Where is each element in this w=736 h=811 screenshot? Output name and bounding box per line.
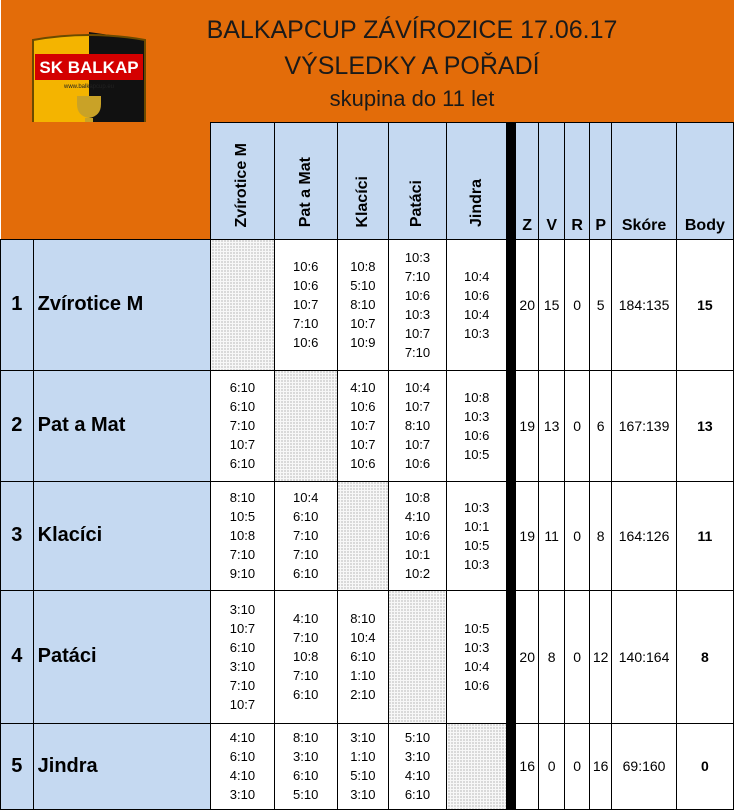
score-cell: 4:10 10:6 10:7 10:7 10:6 xyxy=(337,370,388,481)
score-cell: 10:3 7:10 10:6 10:3 10:7 7:10 xyxy=(388,239,446,370)
score-cell: 10:4 10:6 10:4 10:3 xyxy=(447,239,507,370)
rank-cell: 1 xyxy=(1,239,34,370)
col-head-label-4: Patáci xyxy=(408,180,426,228)
stat-p: 12 xyxy=(589,590,611,723)
stat-v: 15 xyxy=(538,239,565,370)
score-cell: 3:10 10:7 6:10 3:10 7:10 10:7 xyxy=(211,590,274,723)
col-head-3 xyxy=(337,122,388,239)
stat-v: 0 xyxy=(538,723,565,809)
logo-corner xyxy=(1,122,211,239)
score-cell: 8:10 10:4 6:10 1:10 2:10 xyxy=(337,590,388,723)
table-row xyxy=(1,370,734,481)
stat-z: 19 xyxy=(516,481,538,590)
stat-points: 15 xyxy=(676,239,733,370)
stat-head-v: V xyxy=(538,122,565,239)
event-title: BALKAPCUP ZÁVÍROZICE 17.06.17 xyxy=(206,16,618,44)
stat-head-r: R xyxy=(565,122,590,239)
stat-z: 16 xyxy=(516,723,538,809)
score-cell: 10:6 10:6 10:7 7:10 10:6 xyxy=(274,239,337,370)
stat-p: 16 xyxy=(589,723,611,809)
stat-p: 8 xyxy=(589,481,611,590)
stat-points: 11 xyxy=(676,481,733,590)
score-cell: 10:8 5:10 8:10 10:7 10:9 xyxy=(337,239,388,370)
logo-club-name: SK BALKAP xyxy=(38,58,139,77)
score-cell: 4:10 7:10 10:8 7:10 6:10 xyxy=(274,590,337,723)
col-head-label-1: Zvírotice M xyxy=(233,143,251,228)
stat-v: 11 xyxy=(538,481,565,590)
score-cell: 4:10 6:10 4:10 3:10 xyxy=(211,723,274,809)
stat-r: 0 xyxy=(565,481,590,590)
age-group-label: skupina do 11 let xyxy=(329,86,495,111)
score-cell: 10:4 6:10 7:10 7:10 6:10 xyxy=(274,481,337,590)
team-name: Pat a Mat xyxy=(33,370,211,481)
stat-v: 8 xyxy=(538,590,565,723)
score-cell: 5:10 3:10 4:10 6:10 xyxy=(388,723,446,809)
stat-head-z: Z xyxy=(516,122,538,239)
stat-score: 167:139 xyxy=(612,370,676,481)
team-name: Zvírotice M xyxy=(33,239,211,370)
logo-web: www.balkapcup.eu xyxy=(63,84,114,90)
score-cell: 8:10 10:5 10:8 7:10 9:10 xyxy=(211,481,274,590)
score-cell: 10:5 10:3 10:4 10:6 xyxy=(447,590,507,723)
stat-v: 13 xyxy=(538,370,565,481)
score-cell: 10:8 10:3 10:6 10:5 xyxy=(447,370,507,481)
rank-cell: 4 xyxy=(1,590,34,723)
col-head-4 xyxy=(388,122,446,239)
stat-z: 20 xyxy=(516,239,538,370)
rank-cell: 5 xyxy=(1,723,34,809)
stat-score: 140:164 xyxy=(612,590,676,723)
table-row xyxy=(1,590,734,723)
col-head-5 xyxy=(447,122,507,239)
team-name: Patáci xyxy=(33,590,211,723)
stat-score: 69:160 xyxy=(612,723,676,809)
stat-points: 13 xyxy=(676,370,733,481)
stat-p: 5 xyxy=(589,239,611,370)
stat-r: 0 xyxy=(565,590,590,723)
table-row xyxy=(1,239,734,370)
stat-head-points: Body xyxy=(676,122,733,239)
stat-r: 0 xyxy=(565,723,590,809)
rank-cell: 2 xyxy=(1,370,34,481)
col-head-label-5: Jindra xyxy=(467,179,485,228)
self-match-cell xyxy=(388,590,446,723)
stat-score: 184:135 xyxy=(612,239,676,370)
stat-score: 164:126 xyxy=(612,481,676,590)
score-cell: 10:8 4:10 10:6 10:1 10:2 xyxy=(388,481,446,590)
col-head-2 xyxy=(274,122,337,239)
self-match-cell xyxy=(274,370,337,481)
score-cell: 6:10 6:10 7:10 10:7 6:10 xyxy=(211,370,274,481)
col-head-label-2: Pat a Mat xyxy=(296,157,314,228)
score-cell: 10:3 10:1 10:5 10:3 xyxy=(447,481,507,590)
table-row xyxy=(1,723,734,809)
self-match-cell xyxy=(447,723,507,809)
stat-head-score: Skóre xyxy=(612,122,676,239)
team-name: Jindra xyxy=(33,723,211,809)
stat-z: 19 xyxy=(516,370,538,481)
divider-bar xyxy=(507,122,516,809)
score-cell: 3:10 1:10 5:10 3:10 xyxy=(337,723,388,809)
self-match-cell xyxy=(211,239,274,370)
table-row xyxy=(1,481,734,590)
col-head-1 xyxy=(211,122,274,239)
stat-points: 8 xyxy=(676,590,733,723)
rank-cell: 3 xyxy=(1,481,34,590)
score-cell: 10:4 10:7 8:10 10:7 10:6 xyxy=(388,370,446,481)
score-cell: 8:10 3:10 6:10 5:10 xyxy=(274,723,337,809)
stat-z: 20 xyxy=(516,590,538,723)
stat-r: 0 xyxy=(565,239,590,370)
stat-points: 0 xyxy=(676,723,733,809)
header-banner xyxy=(1,0,734,122)
stat-p: 6 xyxy=(589,370,611,481)
stat-head-p: P xyxy=(589,122,611,239)
team-name: Klacíci xyxy=(33,481,211,590)
sheet-subtitle: VÝSLEDKY A POŘADÍ xyxy=(284,52,540,80)
self-match-cell xyxy=(337,481,388,590)
stat-r: 0 xyxy=(565,370,590,481)
col-head-label-3: Klacíci xyxy=(353,175,371,228)
